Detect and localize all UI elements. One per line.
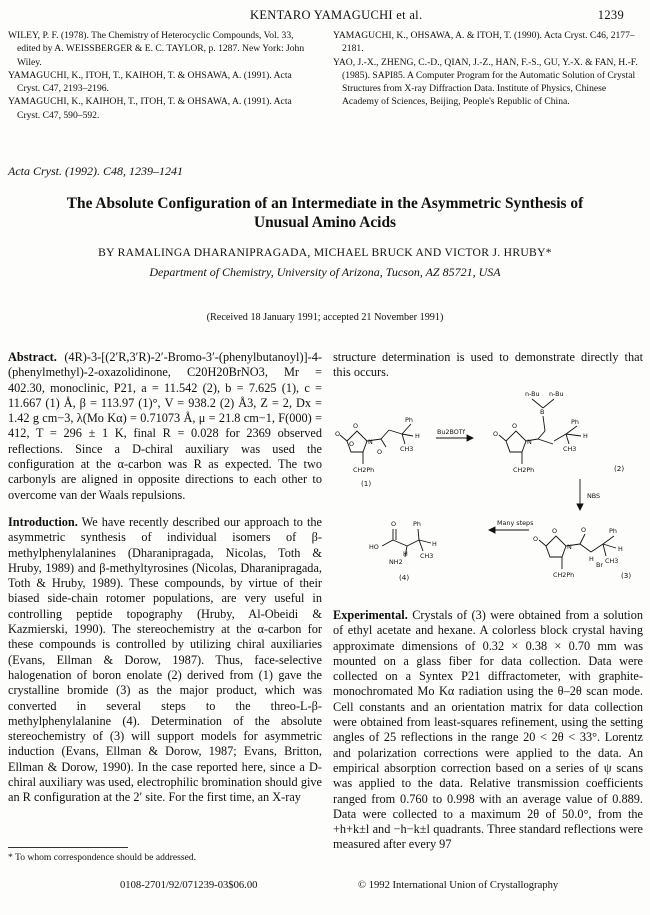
scheme-label-oxygen: O (512, 422, 518, 430)
right-intro-text (333, 350, 643, 381)
article-code: 0108-2701/92/071239-03$06.00 (120, 880, 258, 891)
scheme-label-methyl: CH3 (420, 552, 434, 560)
scheme-label-benzyl: CH2Ph (513, 466, 535, 474)
scheme-label-amine: NH2 (389, 558, 403, 566)
copyright-notice: © 1992 International Union of Crystallography (358, 880, 559, 891)
scheme-label-oxygen: O (353, 422, 359, 430)
scheme-label-butyl: n-Bu (525, 390, 540, 398)
received-dates: (Received 18 January 1991; accepted 21 November 1991) (206, 312, 444, 323)
reference-item: WILEY, P. F. (1978). The Chemistry of Heterocyclic Compounds, Vol. 33, edited by A. WEISSBERGER & E. C. TAYLOR, p. 1287. New York: John Wiley. (8, 30, 305, 68)
running-header (0, 8, 650, 24)
journal-citation: Acta Cryst. (1992). C48, 1239–1241 (8, 164, 183, 178)
compound-label-4: (4) (399, 573, 410, 582)
reference-item: YAMAGUCHI, K., KAIHOH, T., ITOH, T. & OHSAWA, A. (1991). Acta Cryst. C47, 590–592. (8, 96, 292, 121)
scheme-label-benzyl: CH2Ph (353, 466, 375, 474)
reaction-arrow-2-head (577, 504, 583, 510)
article-title (8, 194, 642, 232)
article-authors: BY RAMALINGA DHARANIPRAGADA, MICHAEL BRUCK AND VICTOR J. HRUBY* (98, 246, 552, 259)
scheme-label-methyl: CH3 (605, 557, 619, 565)
reference-item: YAO, J.-X., ZHENG, C.-D., QIAN, J.-Z., HAN, F.-S., GU, Y.-X. & FAN, H.-F. (1985). SAPI85. A Computer Program for the Automatic Solution of Crystal Structures from X-ray Diffraction Data. Institute of Physics, Chinese Academy of Sciences, Beijing, People's Republic of China. (333, 56, 638, 108)
scheme-label-phenyl: Ph (571, 418, 579, 426)
scheme-label-hydrogen: H (432, 540, 437, 548)
reference-item: YAMAGUCHI, K., OHSAWA, A. & ITOH, T. (1990). Acta Cryst. C46, 2177–2181. (333, 30, 635, 55)
scheme-label-nitrogen: N (567, 543, 572, 551)
scheme-label-oxygen: O (533, 535, 539, 543)
compound-label-3: (3) (621, 571, 632, 580)
reagent-label-3: Many steps (497, 519, 534, 527)
abstract-text: (4R)-3-[(2′R,3′R)-2′-Bromo-3′-(phenylbutanoyl)]-4-(phenylmethyl)-2-oxazolidinone, C20H20BrNO3, Mr = 402.30, monoclinic, P21, a = 11.542 (2), b = 7.625 (1), c = 11.667 (1) Å, β = 113.97 (1)°, V = 938.2 (2) Å3, Z = 2, Dx = 1.42 g cm−3, λ(Mo Kα) = 0.71073 Å, μ = 21.8 cm−1, F(000) = 412, T = 296 ± 1 K, final R = 0.028 for 2369 observed reflections. Since a D-chiral auxiliary was used the configuration at the α-carbon was R as expected. The two carbonyls are aligned in opposite directions to each other to overcome van der Waals repulsions. (8, 350, 322, 502)
author-affiliation: Department of Chemistry, University of Arizona, Tucson, AZ 85721, USA (149, 265, 501, 279)
scheme-label-oxygen: O (377, 448, 383, 456)
scheme-label-nitrogen: N (527, 438, 532, 446)
introduction-heading: Introduction. (8, 514, 78, 529)
running-header-author: KENTARO YAMAGUCHI et al. (250, 8, 423, 22)
reagent-label-1: Bu2BOTf (437, 428, 465, 436)
scheme-label-phenyl: Ph (413, 520, 421, 528)
scheme-label-hydrogen: H (589, 555, 594, 563)
scheme-label-benzyl: CH2Ph (553, 571, 575, 579)
scheme-label-methyl: CH3 (400, 445, 414, 453)
scheme-label-oxygen: O (391, 520, 397, 528)
scheme-label-oxygen: O (335, 430, 341, 438)
scheme-label-oxygen: O (349, 440, 355, 448)
introduction-text: We have recently described our approach to the asymmetric synthesis of individual isomers of β-methylphenylalanines (Dharanipragada, Nicolas, Toth & Hruby, 1989) and β-methyltyrosines (Nicolas, Dharanipragada, Toth & Hruby, 1989). These compounds, by virtue of their biased side-chain rotomer populations, are very useful in controlling peptide topography (Hruby, Al-Obeidi & Kazmierski, 1990). The stereochemistry at the α-carbon for these compounds is controlled by utilizing chiral auxiliaries (Evans, Ellman & Dorow, 1987). Thus, face-selective halogenation of boron enolate (2) derived from (1) gave the crystalline bromide (3) as the major product, which was converted in several steps to the threo-L-β-methylphenylalanine (4). Determination of the absolute stereochemistry of (3) will support models for asymmetric induction (Evans, Ellman & Dorow, 1987; Evans, Britton, Ellman & Dorow, 1990). In the case reported here, since a D-chiral auxiliary was used, electrophilic bromination should give an R configuration at the 2′ site. For the first time, an X-ray (8, 514, 322, 805)
scheme-label-butyl: n-Bu (549, 390, 564, 398)
reaction-scheme (333, 386, 641, 606)
footnote-divider (8, 847, 128, 848)
references-right-column (333, 29, 641, 109)
intro-continuation: structure determination is used to demonstrate directly that this occurs. (333, 350, 643, 380)
scheme-label-oxygen: O (581, 526, 587, 534)
experimental-text: Crystals of (3) were obtained from a solution of ethyl acetate and hexane. A colorless block crystal having approximate dimensions of 0.32 × 0.38 × 0.70 mm was mounted on a glass fiber for data collection. Data were collected on a Syntex P21 diffractometer, with graphite-monochromated Mo Kα radiation using the θ–2θ scan mode. Cell constants and an orientation matrix for data collection were obtained from least-squares refinement, using the setting angles of 25 reflections in the range 20 < 2θ < 33°. Lorentz and polarization corrections were applied to the data. An empirical absorption correction based on a series of ψ scans was applied to the data. Relative transmission coefficients ranged from 0.760 to 0.998 with an average value of 0.889. Data were collected to a maximum 2θ of 50.0°, from the +h+k±l and −h−k±l quadrants. Three standard reflections were measured after every 97 (333, 608, 643, 852)
introduction-paragraph (8, 515, 322, 806)
experimental-heading: Experimental. (333, 608, 408, 622)
reference-item: YAMAGUCHI, K., ITOH, T., KAIHOH, T. & OHSAWA, A. (1991). Acta Cryst. C47, 2193–2196. (8, 69, 292, 95)
scheme-label-phenyl: Ph (609, 527, 617, 535)
scheme-label-hydroxyl: HO (369, 543, 379, 551)
scheme-label-oxygen: O (493, 430, 499, 438)
article-title-line: The Absolute Configuration of an Intermediate in the Asymmetric Synthesis of (66, 195, 584, 212)
scheme-label-hydrogen: H (618, 545, 623, 553)
article-title-line: Unusual Amino Acids (254, 214, 396, 231)
scheme-label-oxygen: O (552, 527, 558, 535)
scheme-label-phenyl: Ph (405, 416, 413, 424)
scheme-label-hydrogen: H (415, 432, 420, 440)
reaction-arrow-3-head (489, 527, 495, 533)
scheme-label-methyl: CH3 (563, 445, 577, 453)
abstract-paragraph (8, 350, 322, 503)
scheme-label-hydrogen: H (403, 550, 408, 558)
reaction-arrow-1-head (467, 435, 473, 441)
scheme-label-bromine: Br (596, 561, 604, 569)
compound-label-2: (2) (614, 464, 625, 473)
abstract-heading: Abstract. (8, 350, 57, 364)
experimental-paragraph (333, 608, 643, 853)
references-left-column (8, 29, 316, 122)
page-number: 1239 (597, 8, 624, 22)
scheme-label-boron: B (540, 408, 545, 416)
reagent-label-2: NBS (587, 492, 601, 500)
left-text-column (8, 350, 322, 806)
scheme-label-hydrogen: H (583, 432, 588, 440)
compound-label-1: (1) (361, 479, 372, 488)
experimental-section (333, 608, 643, 853)
correspondence-footnote: * To whom correspondence should be addressed. (8, 852, 197, 863)
scheme-label-nitrogen: N (368, 438, 373, 446)
